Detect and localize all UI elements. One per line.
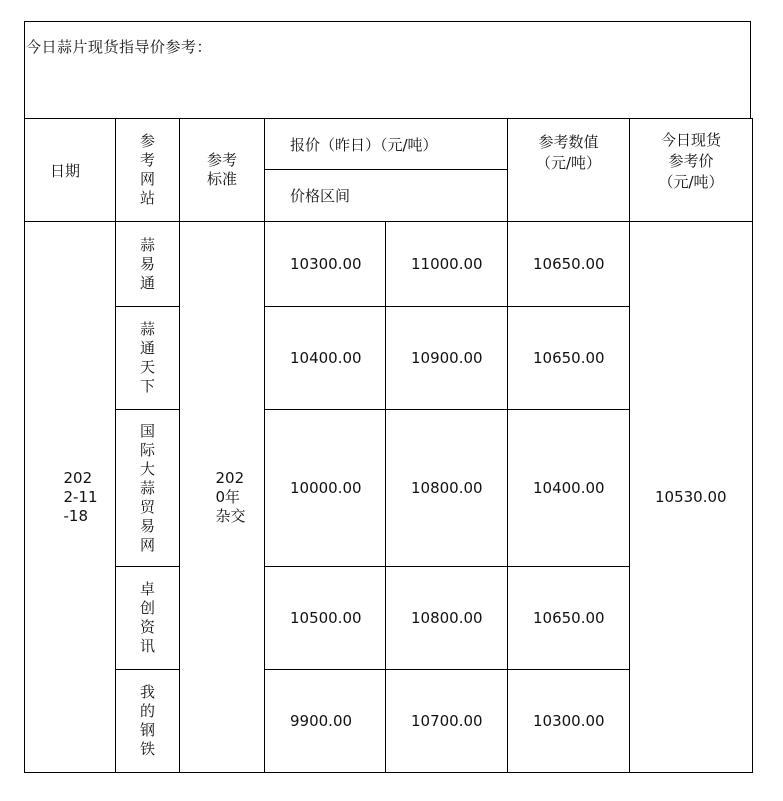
site-cell: 卓创资讯 (116, 567, 180, 670)
ref-value-cell: 10650.00 (508, 567, 630, 670)
header-quote: 报价（昨日）（元/吨） (265, 119, 508, 170)
low-price-cell: 10000.00 (265, 410, 386, 567)
site-cell: 国际大蒜贸易网 (116, 410, 180, 567)
ref-value-cell: 10300.00 (508, 670, 630, 773)
ref-value-cell: 10650.00 (508, 307, 630, 410)
site-cell: 蒜易通 (116, 222, 180, 307)
high-price-cell: 11000.00 (386, 222, 508, 307)
low-price-cell: 10400.00 (265, 307, 386, 410)
high-price-cell: 10800.00 (386, 567, 508, 670)
ref-value-cell: 10400.00 (508, 410, 630, 567)
header-ref-value: 参考数值 （元/吨） (508, 119, 630, 222)
standard-cell: 2020年杂交 (180, 222, 265, 773)
low-price-cell: 10300.00 (265, 222, 386, 307)
low-price-cell: 9900.00 (265, 670, 386, 773)
site-cell: 我的钢铁 (116, 670, 180, 773)
header-site: 参考网站 (116, 119, 180, 222)
low-price-cell: 10500.00 (265, 567, 386, 670)
high-price-cell: 10700.00 (386, 670, 508, 773)
header-today-price: 今日现货 参考价 （元/吨） (630, 119, 753, 222)
ref-value-cell: 10650.00 (508, 222, 630, 307)
price-table (24, 118, 753, 773)
high-price-cell: 10800.00 (386, 410, 508, 567)
header-standard: 参考标准 (180, 119, 265, 222)
today-price-cell: 10530.00 (630, 222, 753, 773)
table-row (25, 222, 753, 307)
high-price-cell: 10900.00 (386, 307, 508, 410)
page-title: 今日蒜片现货指导价参考： (26, 38, 213, 56)
header-range: 价格区间 (265, 170, 508, 222)
site-cell: 蒜通天下 (116, 307, 180, 410)
date-cell: 2022-11-18 (25, 222, 116, 773)
header-date: 日期 (25, 119, 116, 222)
